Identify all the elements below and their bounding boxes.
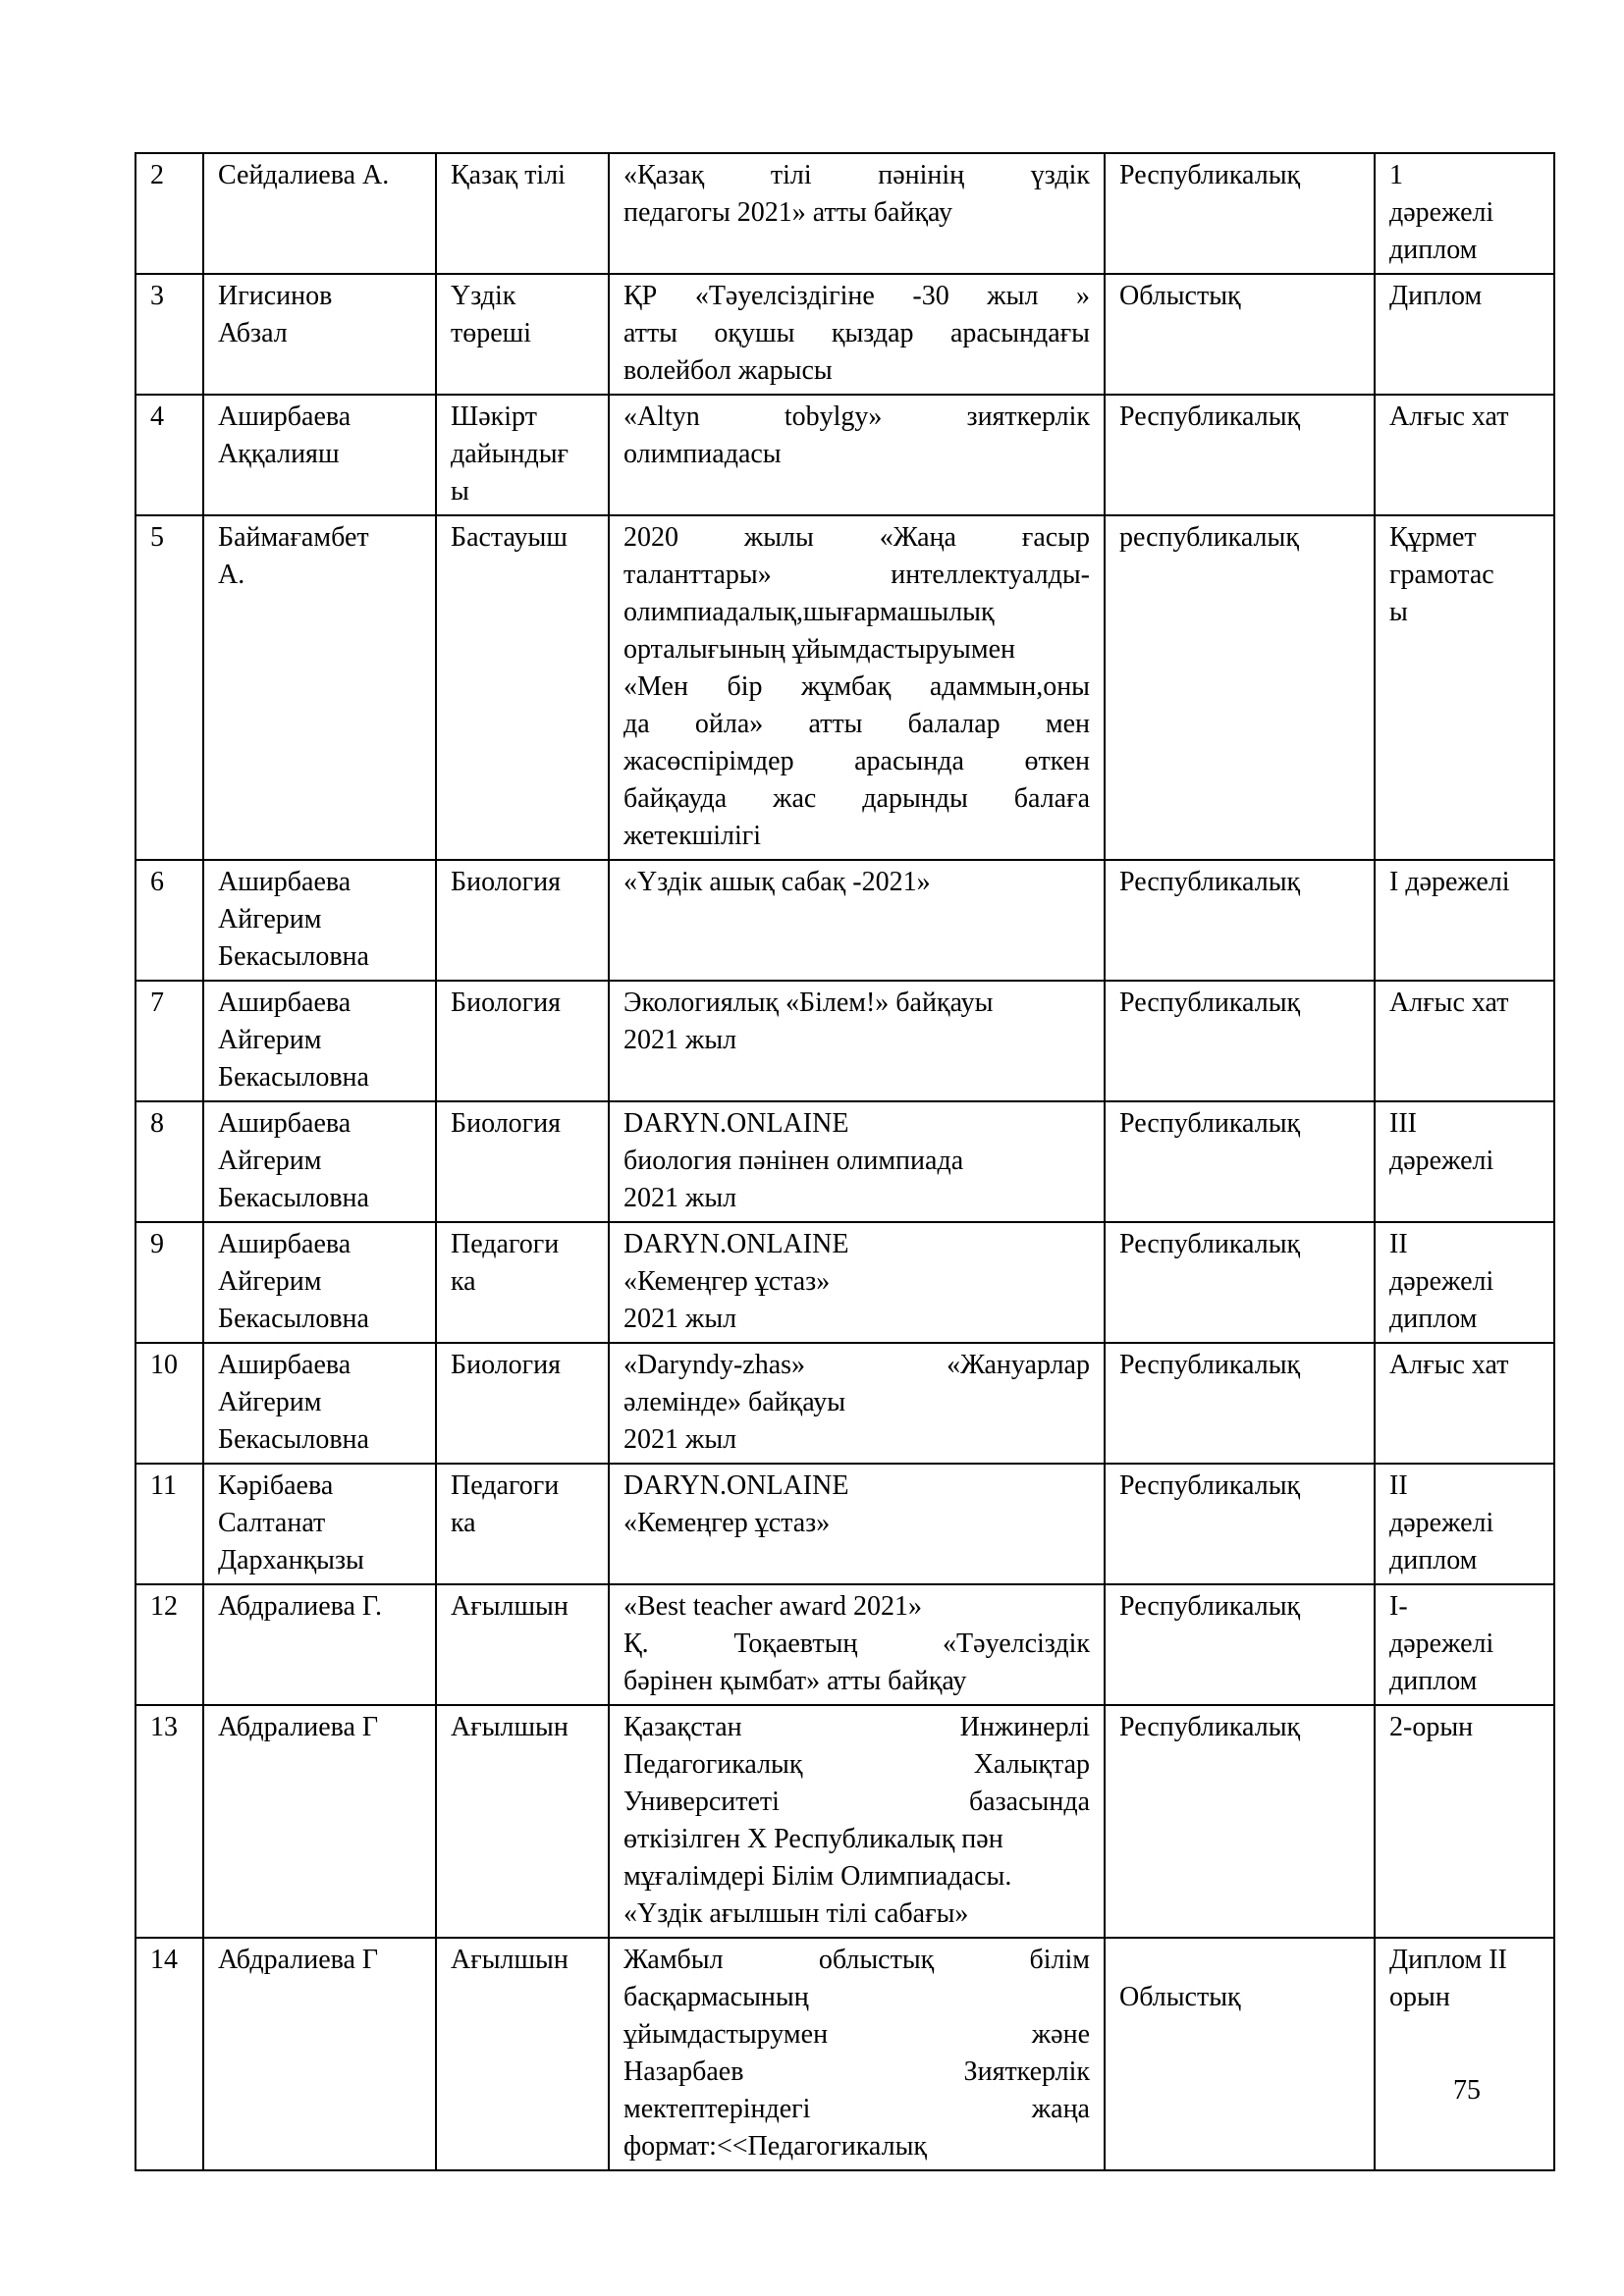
participant-name-cell-line: А. [218,560,245,590]
result-cell-line: Диплом [1389,281,1483,311]
subject-cell [436,1938,609,2170]
participant-name-cell [203,981,436,1101]
table-row [135,274,1554,395]
event-cell [609,1584,1105,1705]
event-cell-line: волейбол жарысы [623,355,833,386]
level-cell-text: Республикалық [1119,1108,1301,1139]
event-cell-line: «Қазақ тілі пәнінің үздік [623,160,1090,190]
row-number-cell-text: 14 [150,1945,178,1975]
row-number-cell [135,274,203,395]
result-cell-line: 2-орын [1389,1712,1474,1742]
table-row [135,515,1554,860]
event-cell-line: 2021 жыл [623,1424,737,1455]
participant-name-cell-line: Айгерим [218,1266,322,1297]
result-cell [1375,395,1554,515]
row-number-cell [135,860,203,981]
event-cell-line: таланттары» интеллектуалды- [623,560,1090,590]
event-cell-line: «Кемеңгер ұстаз» [623,1266,831,1297]
event-cell-line: Экологиялық «Білем!» байқауы [623,988,994,1018]
participant-name-cell [203,1584,436,1705]
event-cell-line: ҚР «Тәуелсіздігіне -30 жыл » [623,281,1090,311]
participant-name-cell-line: Аширбаева [218,1229,352,1259]
event-cell [609,515,1105,860]
event-cell-line: жетекшілігі [623,821,762,851]
event-cell-line: Қ. Тоқаевтың «Тәуелсіздік [623,1629,1090,1659]
event-cell-line: байқауда жас дарынды балаға [623,783,1090,814]
result-cell-line: орын [1389,1982,1450,2012]
participant-name-cell-line: Аширбаева [218,401,352,432]
result-cell-line: диплом [1389,1666,1478,1696]
event-cell [609,1222,1105,1343]
result-cell-line: дәрежелі [1389,1629,1494,1659]
subject-cell [436,860,609,981]
result-cell [1375,1938,1554,2170]
event-cell-line: «Үздік ағылшын тілі сабағы» [623,1898,969,1929]
event-cell-line: 2021 жыл [623,1304,737,1334]
event-cell-line: «Мен бір жұмбақ адаммын,оны [623,671,1090,702]
subject-cell-line: Үздік [451,281,516,311]
table-row [135,860,1554,981]
subject-cell [436,395,609,515]
subject-cell-line: Шәкірт [451,401,537,432]
participant-name-cell-line: Баймағамбет [218,522,369,553]
level-cell [1105,981,1375,1101]
event-cell-line: «Altyn tobylgy» зияткерлік [623,401,1090,432]
result-cell-line: диплом [1389,1304,1478,1334]
result-cell-line: дәрежелі [1389,197,1494,228]
subject-cell [436,515,609,860]
level-cell [1105,153,1375,274]
result-cell [1375,1101,1554,1222]
row-number-cell [135,1938,203,2170]
awards-table-body [135,153,1554,2170]
table-row [135,1584,1554,1705]
participant-name-cell-line: Бекасыловна [218,1062,369,1093]
event-cell [609,1938,1105,2170]
event-cell-line: бәрінен қымбат» атты байқау [623,1666,967,1696]
result-cell [1375,515,1554,860]
subject-cell [436,1222,609,1343]
event-cell [609,153,1105,274]
subject-cell [436,981,609,1101]
participant-name-cell-line: Бекасыловна [218,1183,369,1213]
subject-cell-line: Ағылшын [451,1712,568,1742]
participant-name-cell [203,1705,436,1938]
subject-cell [436,153,609,274]
level-cell-text: Республикалық [1119,160,1301,190]
event-cell-line: ұйымдастырумен және [623,2019,1090,2050]
participant-name-cell-line: Аширбаева [218,1350,352,1380]
event-cell-line: «Daryndy-zhas» «Жануарлар [623,1350,1090,1380]
level-cell [1105,1101,1375,1222]
event-cell-line: Қазақстан Инжинерлі [623,1712,1090,1742]
row-number-cell [135,1222,203,1343]
result-cell-line: 1 [1389,160,1403,190]
subject-cell-line: төреші [451,318,532,348]
result-cell-line: диплом [1389,1545,1478,1575]
level-cell-text: республикалық [1119,522,1299,553]
participant-name-cell-line: Бекасыловна [218,1424,369,1455]
event-cell-line: «Кемеңгер ұстаз» [623,1508,831,1538]
event-cell [609,1464,1105,1584]
result-cell-line: Құрмет [1389,522,1477,553]
subject-cell [436,1464,609,1584]
row-number-cell-text: 12 [150,1591,178,1622]
result-cell [1375,1584,1554,1705]
event-cell-line: басқармасының [623,1982,809,2012]
result-cell-line: дәрежелі [1389,1146,1494,1176]
result-cell-line: дәрежелі [1389,1266,1494,1297]
level-cell-text: Облыстық [1119,281,1241,311]
subject-cell-line: ы [451,476,469,507]
result-cell-line: ІІІ [1389,1108,1417,1139]
result-cell [1375,981,1554,1101]
level-cell-text: Облыстық [1119,1982,1241,2012]
row-number-cell [135,1705,203,1938]
participant-name-cell [203,1343,436,1464]
subject-cell-line: Бастауыш [451,522,568,553]
event-cell-line: олимпиадалық,шығармашылық [623,597,995,627]
participant-name-cell [203,153,436,274]
subject-cell-line: дайындығ [451,439,568,469]
result-cell-line: грамотас [1389,560,1494,590]
table-row [135,981,1554,1101]
level-cell [1105,1705,1375,1938]
result-cell [1375,860,1554,981]
level-cell-text: Республикалық [1119,867,1301,897]
result-cell-line: Алғыс хат [1389,1350,1509,1380]
row-number-cell-text: 13 [150,1712,178,1742]
result-cell-line: Алғыс хат [1389,401,1509,432]
event-cell-line: формат:<<Педагогикалық [623,2131,927,2162]
level-cell [1105,1584,1375,1705]
participant-name-cell-line: Абдралиева Г. [218,1591,382,1622]
participant-name-cell-line: Аққалияш [218,439,340,469]
level-cell [1105,274,1375,395]
level-cell [1105,395,1375,515]
result-cell-line: І дәрежелі [1389,867,1510,897]
event-cell [609,981,1105,1101]
result-cell [1375,1464,1554,1584]
result-cell-line: ы [1389,597,1408,627]
level-cell [1105,860,1375,981]
participant-name-cell-line: Айгерим [218,1025,322,1055]
row-number-cell-text: 11 [150,1470,177,1501]
level-cell-text: Республикалық [1119,1350,1301,1380]
event-cell-line: өткізілген Х Республикалық пән [623,1824,1003,1854]
subject-cell-line: Қазақ тілі [451,160,566,190]
row-number-cell-text: 2 [150,160,164,190]
result-cell-line: ІІ [1389,1229,1408,1259]
event-cell [609,1101,1105,1222]
level-cell [1105,1464,1375,1584]
subject-cell [436,1343,609,1464]
table-row [135,1101,1554,1222]
subject-cell-line: Ағылшын [451,1591,568,1622]
participant-name-cell [203,1101,436,1222]
event-cell-line: DARYN.ONLAINE [623,1470,849,1501]
row-number-cell [135,1464,203,1584]
row-number-cell-text: 3 [150,281,164,311]
participant-name-cell [203,1222,436,1343]
event-cell-line: да ойла» атты балалар мен [623,709,1090,739]
level-cell-text: Республикалық [1119,1470,1301,1501]
event-cell [609,1343,1105,1464]
table-row [135,153,1554,274]
event-cell-line: биология пәнінен олимпиада [623,1146,964,1176]
row-number-cell [135,1343,203,1464]
participant-name-cell-line: Абдралиева Г [218,1712,379,1742]
participant-name-cell-line: Дарханқызы [218,1545,364,1575]
participant-name-cell [203,515,436,860]
row-number-cell [135,1101,203,1222]
participant-name-cell-line: Бекасыловна [218,941,369,972]
event-cell [609,274,1105,395]
participant-name-cell [203,1938,436,2170]
subject-cell [436,1101,609,1222]
row-number-cell [135,515,203,860]
level-cell [1105,1222,1375,1343]
table-row [135,1343,1554,1464]
row-number-cell-text: 8 [150,1108,164,1139]
level-cell-text: Республикалық [1119,1712,1301,1742]
result-cell-line: дәрежелі [1389,1508,1494,1538]
event-cell-line: DARYN.ONLAINE [623,1229,849,1259]
result-cell-line: Алғыс хат [1389,988,1509,1018]
event-cell-line: атты оқушы қыздар арасындағы [623,318,1090,348]
result-cell [1375,153,1554,274]
awards-table [135,152,1555,2171]
result-cell-line: ІІ [1389,1470,1408,1501]
event-cell-line: орталығының ұйымдастыруымен [623,634,1015,665]
result-cell-line: диплом [1389,235,1478,265]
participant-name-cell [203,274,436,395]
level-cell [1105,1938,1375,2170]
participant-name-cell-line: Салтанат [218,1508,326,1538]
table-row [135,1705,1554,1938]
event-cell-line: педагогы 2021» атты байқау [623,197,953,228]
participant-name-cell-line: Сейдалиева А. [218,160,390,190]
participant-name-cell-line: Игисинов [218,281,333,311]
table-row [135,1222,1554,1343]
subject-cell-line: Биология [451,1350,562,1380]
event-cell-line: 2021 жыл [623,1183,737,1213]
participant-name-cell-line: Аширбаева [218,1108,352,1139]
participant-name-cell-line: Айгерим [218,1387,322,1417]
event-cell-line: DARYN.ONLAINE [623,1108,849,1139]
subject-cell-line: Биология [451,1108,562,1139]
participant-name-cell-line: Бекасыловна [218,1304,369,1334]
row-number-cell [135,1584,203,1705]
row-number-cell [135,153,203,274]
subject-cell-line: ка [451,1508,476,1538]
event-cell-line: мектептеріндегі жаңа [623,2094,1090,2124]
event-cell-line: мұғалімдері Білім Олимпиадасы. [623,1861,1012,1892]
level-cell-text: Республикалық [1119,988,1301,1018]
event-cell-line: Педагогикалық Халықтар [623,1749,1090,1780]
event-cell-line: «Үздік ашық сабақ -2021» [623,867,931,897]
event-cell-line: олимпиадасы [623,439,782,469]
spacer [1119,1942,1360,1979]
participant-name-cell-line: Айгерим [218,1146,322,1176]
subject-cell [436,1584,609,1705]
participant-name-cell [203,1464,436,1584]
row-number-cell-text: 5 [150,522,164,553]
row-number-cell-text: 7 [150,988,164,1018]
subject-cell-line: Педагоги [451,1470,560,1501]
subject-cell-line: Педагоги [451,1229,560,1259]
event-cell-line: жасөспірімдер арасында өткен [623,746,1090,776]
event-cell-line: «Best teacher award 2021» [623,1591,922,1622]
participant-name-cell [203,860,436,981]
event-cell-line: Назарбаев Зияткерлік [623,2056,1090,2087]
result-cell [1375,1343,1554,1464]
table-row [135,395,1554,515]
participant-name-cell-line: Абдралиева Г [218,1945,379,1975]
row-number-cell-text: 6 [150,867,164,897]
subject-cell-line: Биология [451,988,562,1018]
row-number-cell [135,395,203,515]
subject-cell [436,1705,609,1938]
level-cell-text: Республикалық [1119,1229,1301,1259]
level-cell-text: Республикалық [1119,401,1301,432]
participant-name-cell-line: Аширбаева [218,867,352,897]
result-cell [1375,1705,1554,1938]
subject-cell-line: Биология [451,867,562,897]
subject-cell [436,274,609,395]
event-cell-line: Университеті базасында [623,1787,1090,1817]
level-cell [1105,1343,1375,1464]
participant-name-cell [203,395,436,515]
participant-name-cell-line: Кәрібаева [218,1470,334,1501]
subject-cell-line: Ағылшын [451,1945,568,1975]
event-cell-line: Жамбыл облыстық білім [623,1945,1090,1975]
result-cell [1375,1222,1554,1343]
event-cell [609,395,1105,515]
event-cell-line: әлемінде» байқауы [623,1387,846,1417]
row-number-cell [135,981,203,1101]
result-cell-line: І- [1389,1591,1408,1622]
result-cell [1375,274,1554,395]
event-cell-line: 2020 жылы «Жаңа ғасыр [623,522,1090,553]
event-cell [609,860,1105,981]
table-row [135,1464,1554,1584]
subject-cell-line: ка [451,1266,476,1297]
row-number-cell-text: 9 [150,1229,164,1259]
page-number: 75 [1453,2075,1481,2106]
row-number-cell-text: 10 [150,1350,178,1380]
participant-name-cell-line: Айгерим [218,904,322,934]
result-cell-line: Диплом ІІ [1389,1945,1507,1975]
participant-name-cell-line: Аширбаева [218,988,352,1018]
event-cell [609,1705,1105,1938]
event-cell-line: 2021 жыл [623,1025,737,1055]
table-row [135,1938,1554,2170]
level-cell-text: Республикалық [1119,1591,1301,1622]
row-number-cell-text: 4 [150,401,164,432]
level-cell [1105,515,1375,860]
participant-name-cell-line: Абзал [218,318,288,348]
